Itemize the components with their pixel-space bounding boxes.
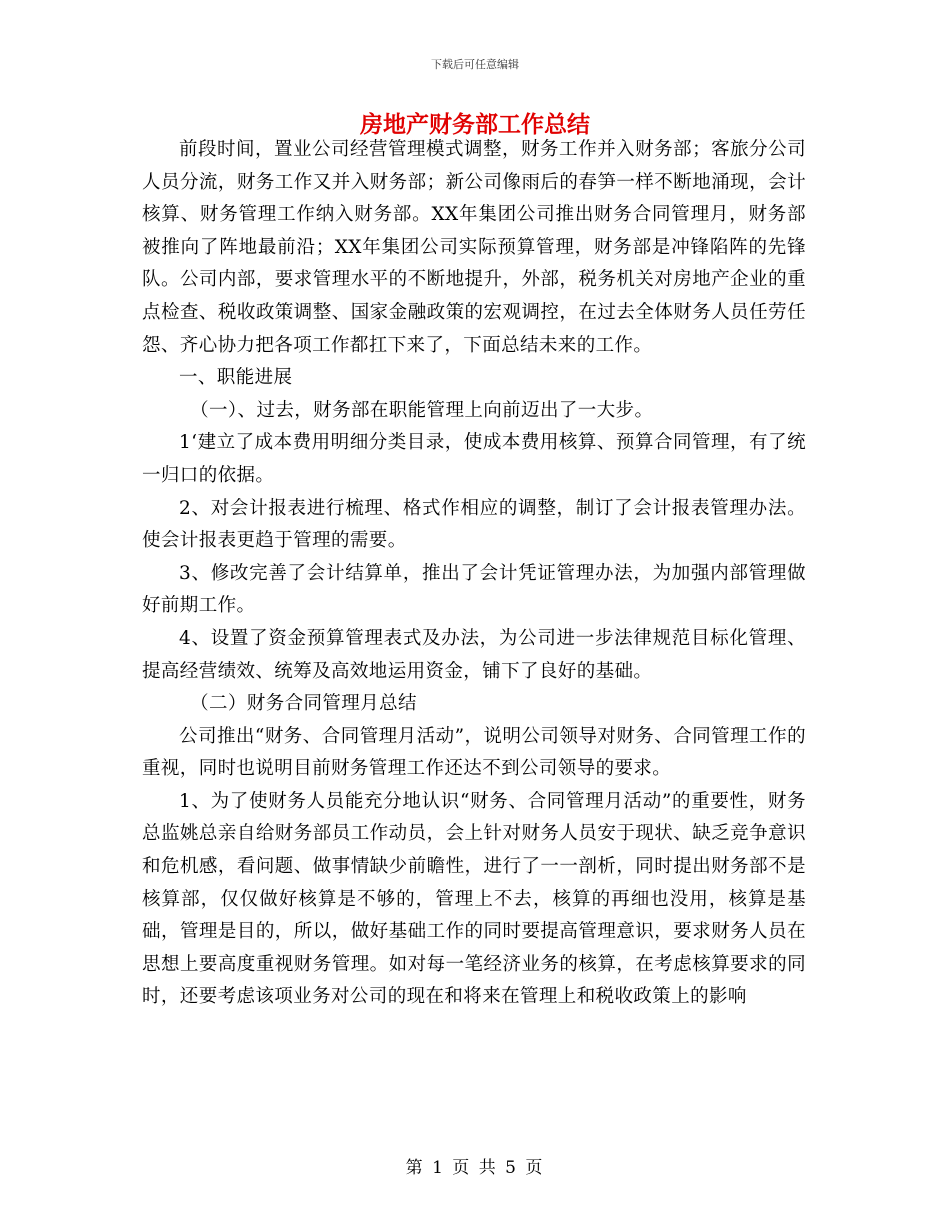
paragraph-item-4: 4、设置了资金预算管理表式及办法，为公司进一步法律规范目标化管理、提高经营绩效、统筹及高效地运用资金，铺下了良好的基础。: [142, 627, 806, 682]
subsection-heading-2: （二）财务合同管理月总结: [190, 693, 417, 715]
paragraph-item-2: 2、对会计报表进行梳理、格式作相应的调整，制订了会计报表管理办法。使会计报表更趋于管理的需要。: [142, 497, 806, 552]
page-number-footer: 第 1 页 共 5 页: [405, 1158, 545, 1178]
section-heading-1: 一、职能进展: [179, 367, 293, 389]
subsection-heading-1: （一）、过去，财务部在职能管理上向前迈出了一大步。: [190, 399, 654, 421]
paragraph-intro: 前段时间，置业公司经营管理模式调整，财务工作并入财务部；客旅分公司人员分流，财务工作又并入财务部；新公司像雨后的春笋一样不断地涌现，会计核算、财务管理工作纳入财务部。XX年集团公司推出财务合同管理月，财务部被推向了阵地最前沿；XX年集团公司实际预算管理，财务部是冲锋陷阵的先锋队。公司内部，要求管理水平的不断地提升，外部，税务机关对房地产企业的重点检查、税收政策调整、国家金融政策的宏观调控，在过去全体财务人员任劳任怨、齐心协力把各项工作都扛下来了，下面总结未来的工作。: [142, 139, 806, 356]
document-title: 房地产财务部工作总结: [360, 111, 590, 138]
paragraph-item-3: 3、修改完善了会计结算单，推出了会计凭证管理办法，为加强内部管理做好前期工作。: [142, 562, 806, 617]
header-note: 下载后可任意编辑: [431, 58, 519, 71]
paragraph-item-1: 1‘建立了成本费用明细分类目录，使成本费用核算、预算合同管理，有了统一归口的依据。: [142, 432, 806, 486]
document-body: [142, 134, 806, 1014]
paragraph-contract-item-1: 1、为了使财务人员能充分地认识“财务、合同管理月活动”的重要性，财务总监姚总亲自给财务部员工作动员，会上针对财务人员安于现状、缺乏竞争意识和危机感，看问题、做事情缺少前瞻性，进行了一一剖析，同时提出财务部不是核算部，仅仅做好核算是不够的，管理上不去，核算的再细也没用，核算是基础，管理是目的，所以，做好基础工作的同时要提高管理意识，要求财务人员在思想上要高度重视财务管理。如对每一笔经济业务的核算，在考虑核算要求的同时，还要考虑该项业务对公司的现在和将来在管理上和税收政策上的影响: [142, 790, 806, 1008]
paragraph-contract-month: 公司推出“财务、合同管理月活动”，说明公司领导对财务、合同管理工作的重视，同时也说明目前财务管理工作还达不到公司领导的要求。: [142, 725, 806, 780]
